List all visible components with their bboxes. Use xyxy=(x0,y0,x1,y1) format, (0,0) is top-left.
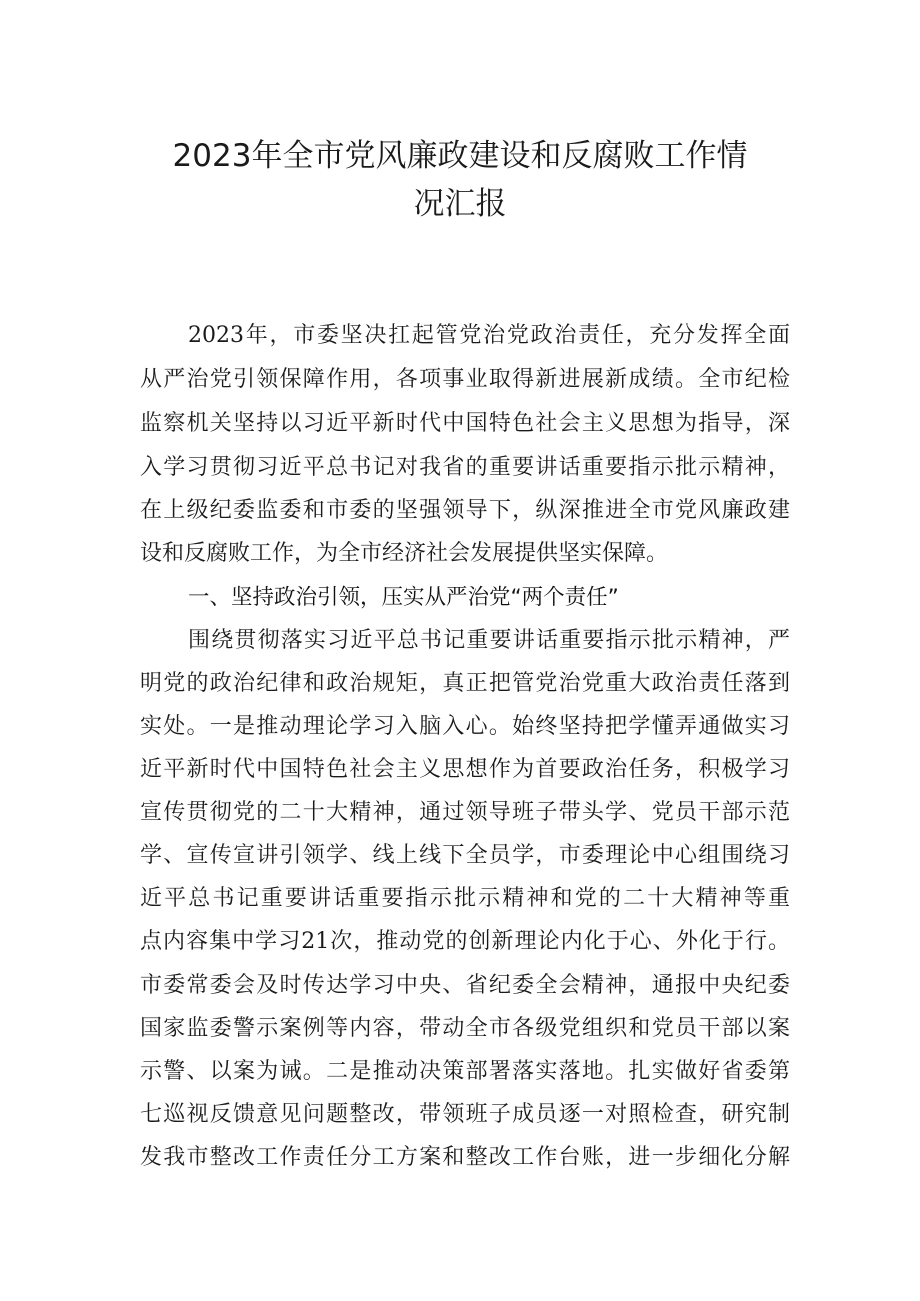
section1-line-4: 近平新时代中国特色社会主义思想作为首要政治任务，积极学习 xyxy=(140,757,790,782)
section1-line-12: 七巡视反馈意见问题整改，带领班子成员逐一对照检查，研究制 xyxy=(140,1102,790,1127)
intro-line-5: 在上级纪委监委和市委的坚强领导下，纵深推进全市党风廉政建 xyxy=(140,498,790,523)
section1-line-11: 示警、以案为诫。二是推动决策部署落实落地。扎实做好省委第 xyxy=(140,1059,790,1084)
document-title-line-2: 况汇报 xyxy=(413,186,507,222)
section1-line-5: 宣传贯彻党的二十大精神，通过领导班子带头学、党员干部示范 xyxy=(140,800,790,825)
section1-line-3: 实处。一是推动理论学习入脑入心。始终坚持把学懂弄通做实习 xyxy=(140,714,790,739)
intro-line-1: 2023年，市委坚决扛起管党治党政治责任，充分发挥全面 xyxy=(188,323,790,348)
section1-line-1: 围绕贯彻落实习近平总书记重要讲话重要指示批示精神，严 xyxy=(188,628,790,653)
intro-line-6: 设和反腐败工作，为全市经济社会发展提供坚实保障。 xyxy=(140,541,669,566)
intro-line-2: 从严治党引领保障作用，各项事业取得新进展新成绩。全市纪检 xyxy=(140,367,790,392)
intro-line-3: 监察机关坚持以习近平新时代中国特色社会主义思想为指导，深 xyxy=(140,411,790,436)
section1-line-6: 学、宣传宣讲引领学、线上线下全员学，市委理论中心组围绕习 xyxy=(140,843,790,868)
section1-line-10: 国家监委警示案例等内容，带动全市各级党组织和党员干部以案 xyxy=(140,1016,790,1041)
section1-line-2: 明党的政治纪律和政治规矩，真正把管党治党重大政治责任落到 xyxy=(140,671,790,696)
intro-line-4: 入学习贯彻习近平总书记对我省的重要讲话重要指示批示精神， xyxy=(140,455,790,480)
section1-line-13: 发我市整改工作责任分工方案和整改工作台账，进一步细化分解 xyxy=(140,1145,790,1170)
section1-line-7: 近平总书记重要讲话重要指示批示精神和党的二十大精神等重 xyxy=(140,886,790,911)
document-title-line-1: 2023年全市党风廉政建设和反腐败工作情 xyxy=(172,138,748,174)
section1-line-8: 点内容集中学习21次，推动党的创新理论内化于心、外化于行。 xyxy=(140,929,790,954)
section-heading-1: 一、坚持政治引领，压实从严治党“两个责任” xyxy=(188,585,619,610)
section1-line-9: 市委常委会及时传达学习中央、省纪委全会精神，通报中央纪委 xyxy=(140,973,790,998)
